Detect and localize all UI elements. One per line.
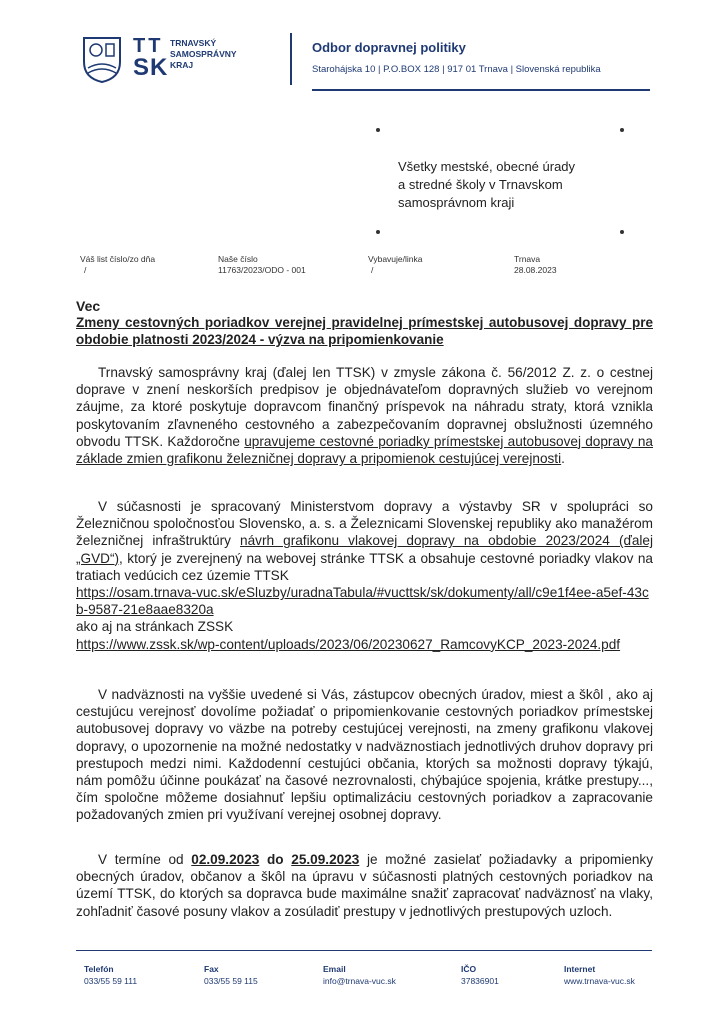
paragraph-1 [76,364,653,467]
date-value: 28.08.2023 [514,265,557,275]
crest-logo [80,34,124,84]
start-date: 02.09.2023 [191,852,260,867]
ico-label: IČO [461,964,477,974]
paragraph-4 [76,851,653,920]
recipient-line: Všetky mestské, obecné úrady [398,159,576,174]
paragraph-text: V súčasnosti je spracovaný Ministerstvom dopravy a výstavby SR v spolupráci so Železničnou spoločnosťou Slovensko, a. s. a Železnicami Slovenskej republiky ako manažérom železničnej infraštruktúry [76,499,653,549]
paragraph-text: . [561,451,565,467]
logo-tt: TT [133,35,164,57]
recipient-address [398,158,658,212]
paragraph-text: ako aj na stránkach ZSSK [76,619,234,635]
footer-rule [76,950,652,951]
ico-value: 37836901 [461,976,499,986]
email-value[interactable]: info@trnava-vuc.sk [323,976,396,986]
your-letter-value: / [84,265,87,275]
web-value[interactable]: www.trnava-vuc.sk [564,976,635,986]
logo-name [170,38,260,71]
paragraph-underlined: upravujeme cestovné poriadky prímestskej autobusovej dopravy na základe zmien grafikonu železničnej dopravy a pripomienok cestujúcej verejnosti [76,433,653,467]
window-mark [376,230,380,234]
place-label: Trnava [514,254,541,264]
handled-by-value: / [371,265,374,275]
department-title: Odbor dopravnej politiky [312,40,466,55]
recipient-line: samosprávnom kraji [398,195,515,210]
paragraph-text: , ktorý je zverejnený na webovej stránke TTSK a obsahuje cestovné poriadky vlakov na tratiach vedúcich cez územie TTSK [76,550,653,583]
fax-label: Fax [204,964,219,974]
fax-value: 033/55 59 115 [204,976,258,986]
paragraph-text: je možné zasielať požiadavky a pripomienky obecných úradov, občanov a škôl na úpravu v súčasnosti platných cestovných poriadkov na území TTSK, do ktorých sa dopravca bude maximálne snažiť zapracovať nadväznosť na vlaky, zohľadniť časové posuny vlakov a zosúladiť prestupy v jednotlivých prestupových uzloch. [76,852,653,919]
web-label: Internet [564,964,596,974]
header-rule [312,89,650,91]
paragraph-text: V nadväznosti na vyššie uvedené si Vás, zástupcov obecných úradov, miest a škôl , ako aj cestujúcu verejnosť dovolíme požiadať o pripomienkovanie cestovných poriadkov prímestskej autobusovej dopravy vo väzbe na potreby cestujúcej verejnosti, na zmeny grafikonu vlakovej dopravy, o upozornenie na možné nedostatky v nadväznostiach jednotlivých druhov dopravy pri prestupoch medzi nimi. Každodenní cestujúci občania, ktorých sa možnosti dopravy týkajú, nám pomôžu účinne poukázať na časové nezrovnalosti, chýbajúce spojenia, krátke prestupy..., čím spoločne môžeme dosiahnuť lepšiu optimalizáciu cestovných poriadkov a zapracovanie požadovaných zmien pri využívaní verejnej osobnej dopravy. [76,687,653,823]
window-mark [620,128,624,132]
email-label: Email [323,964,346,974]
our-number-value: 11763/2023/ODO - 001 [218,265,306,275]
logo-name-line: SAMOSPRÁVNY [170,49,237,59]
your-letter-label: Váš list číslo/zo dňa [80,254,156,264]
window-mark [620,230,624,234]
recipient-line: a stredné školy v Trnavskom [398,177,563,192]
window-mark [376,128,380,132]
paragraph-text: V termíne od [98,852,192,867]
paragraph-text: Trnavský samosprávny kraj (ďalej len TTSK) v zmysle zákona č. 56/2012 Z. z. o cestnej doprave v znení neskorších predpisov je objednávateľom dopravných služieb vo verejnom záujme, za ktoré poskytuje dopravcom finančný príspevok na náhradu straty, ktorá vznikla poskytovaním zľavneného cestovného a zabezpečovaním dopravnej obslužnosti územného obvodu TTSK. Každoročne [76,365,653,449]
subject-label: Vec [76,298,101,314]
zssk-document-link[interactable]: https://www.zssk.sk/wp-content/uploads/2023/06/20230627_RamcovyKCP_2023-2024.pdf [76,636,621,652]
logo-name-line: TRNAVSKÝ [170,38,217,48]
paragraph-2 [76,498,653,653]
handled-by-label: Vybavuje/linka [368,254,423,264]
logo-name-line: KRAJ [170,60,194,70]
paragraph-3 [76,686,653,824]
paragraph-underlined: návrh grafikonu vlakovej dopravy na obdobie 2023/2024 (ďalej „GVD“) [76,533,653,566]
our-number-label: Naše číslo [218,254,258,264]
header-divider [290,33,292,85]
phone-label: Telefón [84,964,114,974]
department-address: Starohájska 10 | P.O.BOX 128 | 917 01 Trnava | Slovenská republika [312,64,601,75]
end-date: 25.09.2023 [291,852,360,867]
paragraph-text: do [259,852,292,867]
phone-value: 033/55 59 111 [84,976,138,986]
logo-sk: SK [133,54,169,81]
subject-title: Zmeny cestovných poriadkov verejnej pravidelnej prímestskej autobusovej dopravy pre obdobie platnosti 2023/2024 - výzva na pripomienkovanie [76,315,653,347]
ttsk-document-link[interactable]: https://osam.trnava-vuc.sk/eSluzby/uradnaTabula/#vucttsk/sk/dokumenty/all/c9e1f4ee-a5ef-43cb-9587-21e8aae8320a [76,585,649,618]
